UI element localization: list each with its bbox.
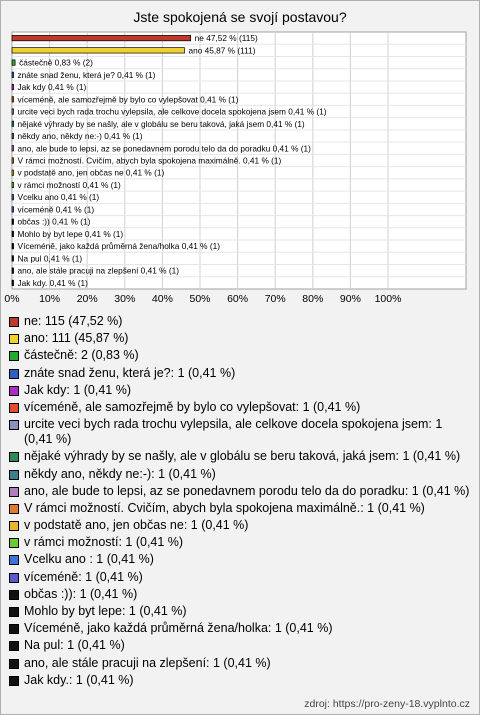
legend-swatch <box>9 504 19 514</box>
legend-item <box>9 501 474 516</box>
legend-swatch <box>9 420 19 430</box>
legend-swatch <box>9 403 19 413</box>
legend-label: Víceméně, jako každá průměrná žena/holka: 1 (0,41 %) <box>24 621 333 636</box>
bar <box>12 133 14 138</box>
legend-swatch <box>9 317 19 327</box>
legend-item <box>9 621 474 636</box>
legend-swatch <box>9 624 19 634</box>
legend-item <box>9 484 474 499</box>
bar-label: Jak kdy. 0,41 % (1) <box>17 277 88 288</box>
legend-item <box>9 656 474 671</box>
bar-label: někdy ano, někdy ne:-) 0,41 % (1) <box>17 131 143 142</box>
bar <box>12 158 14 163</box>
legend-swatch <box>9 487 19 497</box>
x-tick-label: 40% <box>151 293 173 305</box>
bar-label: částečně 0,83 % (2) <box>19 57 93 68</box>
legend-label: v podstatě ano, jen občas ne: 1 (0,41 %) <box>24 518 249 533</box>
legend-label: znáte snad ženu, která je?: 1 (0,41 %) <box>24 365 236 380</box>
legend-item <box>9 467 474 482</box>
legend-swatch <box>9 452 19 462</box>
bar-label: ano, ale bude to lepsi, az se ponedavnem porodu telo da do poradku 0,41 % (1) <box>17 143 311 154</box>
bar-label: víceméně, ale samozřejmě by bylo co vylepšovat 0,41 % (1) <box>17 94 239 105</box>
bar <box>12 35 191 40</box>
legend-label: víceméně: 1 (0,41 %) <box>24 569 143 584</box>
legend-label: urcite veci bych rada trochu vylepsila, ale celkove docela spokojena jsem: 1 (0,41 %) <box>24 417 443 447</box>
legend-item <box>9 449 474 464</box>
bar <box>12 109 14 114</box>
bar-label: ano, ale stále pracuji na zlepšení 0,41 % (1) <box>17 265 179 276</box>
legend-label: ano, ale stále pracuji na zlepšení: 1 (0,41 %) <box>24 655 271 670</box>
bar <box>12 48 184 53</box>
legend-label: Jak kdy.: 1 (0,41 %) <box>24 672 134 687</box>
x-tick-label: 50% <box>189 293 211 305</box>
legend-swatch <box>9 386 19 396</box>
bar-label: V rámci možností. Cvičím, abych byla spokojena maximálně. 0,41 % (1) <box>17 155 282 166</box>
bar <box>12 256 14 261</box>
legend-label: někdy ano, někdy ne:-): 1 (0,41 %) <box>24 466 216 481</box>
legend-item <box>9 518 474 533</box>
x-tick-label: 10% <box>39 293 61 305</box>
legend-item <box>9 552 474 567</box>
legend-label: Jak kdy: 1 (0,41 %) <box>24 382 131 397</box>
x-tick-label: 60% <box>227 293 249 305</box>
bar-chart <box>0 0 480 310</box>
legend-item <box>9 604 474 619</box>
bar-label: urcite veci bych rada trochu vylepsila, ale celkove docela spokojena jsem 0,41 % (1) <box>17 106 327 117</box>
x-tick-label: 30% <box>114 293 136 305</box>
legend-label: Vcelku ano : 1 (0,41 %) <box>24 552 154 567</box>
bar-label: znáte snad ženu, která je? 0,41 % (1) <box>17 69 156 80</box>
legend-swatch <box>9 555 19 565</box>
legend-swatch <box>9 351 19 361</box>
legend-item <box>9 570 474 585</box>
legend-swatch <box>9 334 19 344</box>
legend-item <box>9 348 474 363</box>
legend-label: Na pul: 1 (0,41 %) <box>24 638 125 653</box>
legend-swatch <box>9 590 19 600</box>
legend-swatch <box>9 641 19 651</box>
legend-label: v rámci možností: 1 (0,41 %) <box>24 535 184 550</box>
legend-item <box>9 535 474 550</box>
bar-label: v podstatě ano, jen občas ne 0,41 % (1) <box>17 167 165 178</box>
x-tick-label: 90% <box>339 293 361 305</box>
bar <box>12 97 14 102</box>
bar <box>12 268 14 273</box>
legend-item <box>9 587 474 602</box>
bar-label: nějaké výhrady by se našly, ale v globálu se beru taková, jaká jsem 0,41 % (1) <box>17 118 305 129</box>
bar <box>12 182 14 187</box>
legend-swatch <box>9 573 19 583</box>
bar <box>12 72 14 77</box>
legend-swatch <box>9 521 19 531</box>
bar <box>12 219 14 224</box>
bar-label: Vcelku ano 0,41 % (1) <box>17 192 100 203</box>
bar-label: v rámci možností 0,41 % (1) <box>17 179 121 190</box>
x-tick-label: 100% <box>374 293 402 305</box>
chart-title: Jste spokojená se svojí postavou? <box>133 9 347 25</box>
legend-item <box>9 417 474 447</box>
bar-label: Jak kdy 0,41 % (1) <box>17 82 87 93</box>
legend-swatch <box>9 470 19 480</box>
legend-item <box>9 638 474 653</box>
legend-swatch <box>9 607 19 617</box>
legend-label: občas :)): 1 (0,41 %) <box>24 586 138 601</box>
source-note: zdroj: https://pro-zeny-18.vyplnto.cz <box>304 698 470 710</box>
legend-item <box>9 331 474 346</box>
x-tick-label: 20% <box>76 293 98 305</box>
legend-label: ne: 115 (47,52 %) <box>24 314 123 328</box>
legend-item <box>9 366 474 381</box>
bar-label: Víceméně, jako každá průměrná žena/holka 0,41 % (1) <box>17 241 221 252</box>
legend-label: víceméně, ale samozřejmě by bylo co vylepšovat: 1 (0,41 %) <box>24 399 361 414</box>
legend-item <box>9 314 474 329</box>
x-tick-label: 70% <box>264 293 286 305</box>
x-tick-label: 80% <box>302 293 324 305</box>
legend-item <box>9 400 474 415</box>
bar <box>12 280 14 285</box>
legend-item <box>9 673 474 688</box>
bar-label: ano 45,87 % (111) <box>188 45 256 56</box>
bar-label: občas :)) 0,41 % (1) <box>17 216 91 227</box>
bar <box>12 207 14 212</box>
legend <box>9 314 474 690</box>
x-tick-label: 0% <box>4 293 20 305</box>
bar <box>12 84 14 89</box>
bar-label: Mohlo by byt lepe 0,41 % (1) <box>17 228 124 239</box>
bar <box>12 243 14 248</box>
bar <box>12 60 15 65</box>
bar <box>12 231 14 236</box>
legend-label: částečně: 2 (0,83 %) <box>24 348 139 363</box>
legend-label: Mohlo by byt lepe: 1 (0,41 %) <box>24 604 187 618</box>
bar-label: víceméně 0,41 % (1) <box>17 204 95 215</box>
bar <box>12 170 14 175</box>
bar-label: Na pul 0,41 % (1) <box>17 253 83 264</box>
legend-swatch <box>9 538 19 548</box>
legend-label: ano, ale bude to lepsi, az se ponedavnem porodu telo da do poradku: 1 (0,41 %) <box>24 483 470 498</box>
legend-label: nějaké výhrady by se našly, ale v globálu se beru taková, jaká jsem: 1 (0,41 %) <box>24 449 461 464</box>
bar <box>12 146 14 151</box>
bar <box>12 121 14 126</box>
bar-label: ne 47,52 % (115) <box>194 33 258 44</box>
legend-swatch <box>9 659 19 669</box>
bar <box>12 195 14 200</box>
legend-label: ano: 111 (45,87 %) <box>24 331 129 346</box>
legend-swatch <box>9 676 19 686</box>
legend-label: V rámci možností. Cvičím, abych byla spokojena maximálně.: 1 (0,41 %) <box>24 500 425 515</box>
legend-swatch <box>9 369 19 379</box>
legend-item <box>9 383 474 398</box>
